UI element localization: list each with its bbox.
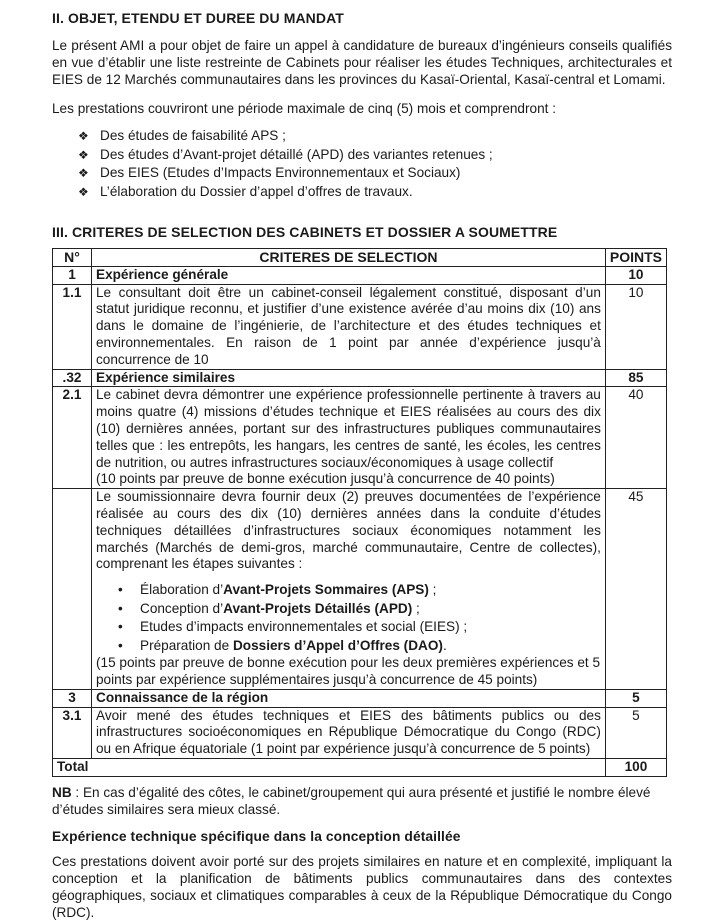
row-label: Connaissance de la région [92,689,606,707]
row-points: 45 [605,489,666,690]
steps-list [96,581,601,655]
row-points: 5 [605,707,666,758]
section-title-experience: Expérience technique spécifique dans la conception détaillée [52,829,461,844]
section-title-criteres: III. CRITERES DE SELECTION DES CABINETS ET DOSSIER A SOUMETTRE [52,224,558,240]
row-note: (10 points par preuve de bonne exécution jusqu’à concurrence de 40 points) [96,471,555,487]
row-label: Expérience générale [92,266,606,284]
row-num: 3.1 [53,707,92,758]
row-text: Le consultant doit être un cabinet-conseil légalement constitué, disposant d’un statut juridique reconnu, et justifier d’une existence avérée d’au moins dix (10) ans dans le domaine de l’ingénierie, de l’architecture et des études techniques et environnementales. En raison de 1 point par année d’expérience jusqu’à concurrence de 10 [92,284,606,369]
row-body [92,489,606,690]
header-points: POINTS [605,249,666,267]
list-item: ❖ L’élaboration du Dossier d’appel d’offres de travaux. [78,183,493,202]
row-points: 85 [605,369,666,387]
list-item: ❖ Des études de faisabilité APS ; [78,127,493,146]
table-row [53,266,667,284]
list-item: • Préparation de Dossiers d’Appel d’Offres (DAO). [140,637,601,656]
row-num: 1 [53,266,92,284]
row-num: 3 [53,689,92,707]
row-points: 40 [605,387,666,489]
table-header-row [53,249,667,267]
diamond-bullet-icon: ❖ [78,166,89,180]
list-item: • Élaboration d’Avant-Projets Sommaires (APS) ; [140,581,601,600]
table-row [53,707,667,758]
table-row [53,689,667,707]
row-num-empty [53,489,92,690]
row-text: Avoir mené des études techniques et EIES des bâtiments publics ou des infrastructures socioéconomiques en République Démocratique du Congo (RDC) ou en Afrique équatoriale (1 point par expérience jusqu’à concurrence de 5 points) [92,707,606,758]
row-label: Expérience similaires [92,369,606,387]
section-title-objet: II. OBJET, ETENDU ET DUREE DU MANDAT [52,10,344,26]
table-total-row [53,758,667,776]
paragraph-objet: Le présent AMI a pour objet de faire un appel à candidature de bureaux d’ingénieurs conseils qualifiés en vue d’établir une liste restreinte de Cabinets pour réaliser les études Techniques, architecturales et EIES de 12 Marchés communautaires dans les provinces du Kasaï-Oriental, Kasaï-central et Lomami. [52,38,672,87]
total-points: 100 [605,758,666,776]
table-row [53,489,667,690]
total-label: Total [53,758,606,776]
dot-bullet-icon: • [118,619,123,635]
nb-note [52,784,672,818]
criteria-table [52,248,667,777]
diamond-bullet-icon: ❖ [78,129,89,143]
list-item: ❖ Des EIES (Etudes d’Impacts Environnementaux et Sociaux) [78,164,493,183]
nb-text: : En cas d’égalité des côtes, le cabinet/groupement qui aura présenté et justifié le nombre élevé d’études similaires sera mieux classé. [52,785,651,817]
row-num: .32 [53,369,92,387]
dot-bullet-icon: • [118,600,123,616]
row-points: 5 [605,689,666,707]
row-text: Le soumissionnaire devra fournir deux (2) preuves documentées de l’expérience réalisée au cours des dix (10) dernières années dans la conduite d’études techniques détaillées d’infrastructures sociaux économiques notamment les marchés (Marchés de demi-gros, marché communautaire, Centre de collectes), comprenant les étapes suivantes : [96,489,601,572]
nb-label: NB [52,785,72,800]
row-body [92,387,606,489]
paragraph-experience: Ces prestations doivent avoir porté sur des projets similaires en nature et en complexité, impliquant la conception et la planification de bâtiments publics communautaires dans des contextes géographiques, sociaux et climatiques comparables à ceux de la République Démocratique du Congo (RDC). [52,854,672,920]
header-num: N° [53,249,92,267]
row-num: 2.1 [53,387,92,489]
prestations-list [78,127,493,201]
row-text: Le cabinet devra démontrer une expérience professionnelle pertinente à travers au moins quatre (4) missions d’études technique et EIES réalisées au cours des dix (10) dernières années, portant sur des infrastructures publiques communautaires telles que : les entrepôts, les hangars, les centres de santé, les écoles, les centres de nutrition, ou autres infrastructures sociaux/économiques à usage collectif [96,387,601,470]
header-criteria: CRITERES DE SELECTION [92,249,606,267]
table-row [53,369,667,387]
row-points: 10 [605,266,666,284]
row-note: (15 points par preuve de bonne exécution pour les deux premières expériences et 5 points par expérience supplémentaires jusqu’à concurrence de 45 points) [96,655,601,687]
diamond-bullet-icon: ❖ [78,147,89,162]
diamond-bullet-icon: ❖ [78,184,89,199]
list-item: • Etudes d’impacts environnementales et social (EIES) ; [140,618,601,637]
paragraph-prestations: Les prestations couvriront une période maximale de cinq (5) mois et comprendront : [52,101,556,116]
dot-bullet-icon: • [118,637,123,653]
row-num: 1.1 [53,284,92,369]
list-item: ❖ Des études d’Avant-projet détaillé (APD) des variantes retenues ; [78,146,493,165]
row-points: 10 [605,284,666,369]
list-item: • Conception d’Avant-Projets Détaillés (APD) ; [140,600,601,619]
table-row [53,387,667,489]
table-row [53,284,667,369]
dot-bullet-icon: • [118,582,123,598]
